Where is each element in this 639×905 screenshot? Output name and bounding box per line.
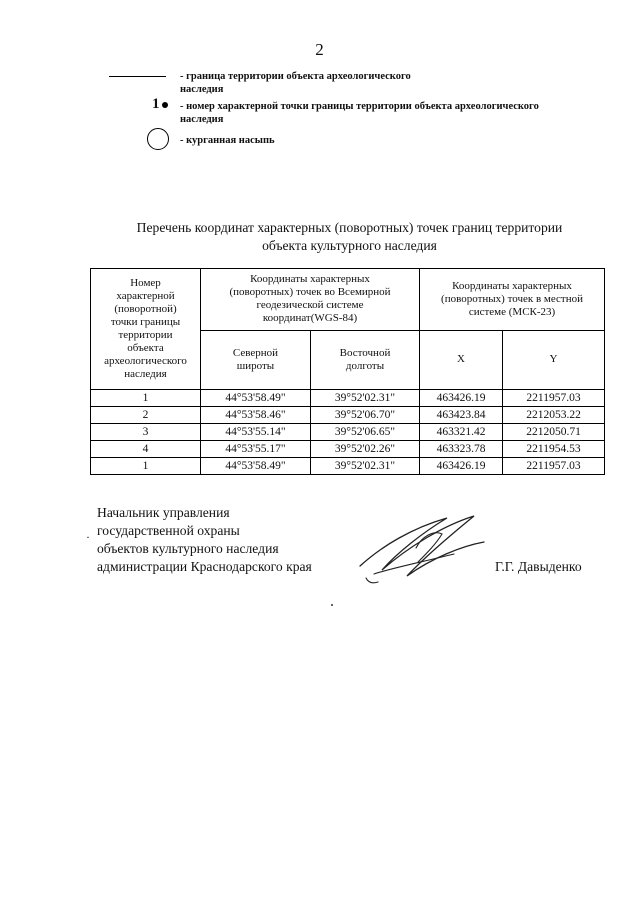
cell-longitude: 39°52'02.31" (311, 390, 420, 407)
cell-point: 3 (91, 424, 201, 441)
signer-name: Г.Г. Давыденко (495, 559, 582, 574)
point-marker-icon (162, 102, 168, 108)
table-row (91, 407, 605, 424)
coordinates-table (90, 268, 605, 475)
table-row (91, 441, 605, 458)
cell-y: 2212053.22 (503, 407, 605, 424)
signature-icon (352, 508, 492, 588)
legend-point-number: 1 (152, 96, 160, 112)
table-header-row (91, 269, 605, 331)
cell-point: 1 (91, 390, 201, 407)
subheader-x: X (420, 330, 503, 390)
cell-point: 4 (91, 441, 201, 458)
document-title (90, 219, 609, 255)
cell-x: 463426.19 (420, 458, 503, 475)
subheader-y: Y (503, 330, 605, 390)
cell-y: 2212050.71 (503, 424, 605, 441)
table-row (91, 424, 605, 441)
cell-longitude: 39°52'06.65" (311, 424, 420, 441)
legend-point-label: - номер характерной точки границы территории объекта археологического наследия (180, 101, 539, 125)
page-number: 2 (315, 40, 324, 59)
subheader-north-latitude: Северной широты (201, 330, 311, 390)
cell-latitude: 44°53'55.17" (201, 441, 311, 458)
signatory-position: Начальник управления государственной охраны объектов культурного наследия администрации Краснодарского края (97, 505, 312, 574)
boundary-line-icon (109, 76, 166, 77)
subheader-east-longitude: Восточной долготы (311, 330, 420, 390)
title-line-2: объекта культурного наследия (262, 238, 437, 253)
cell-x: 463321.42 (420, 424, 503, 441)
cell-point: 2 (91, 407, 201, 424)
cell-y: 2211957.03 (503, 390, 605, 407)
cell-longitude: 39°52'02.31" (311, 458, 420, 475)
legend-mound-label: - курганная насыпь (180, 135, 275, 146)
cell-point: 1 (91, 458, 201, 475)
cell-y: 2211957.03 (503, 458, 605, 475)
cell-longitude: 39°52'06.70" (311, 407, 420, 424)
header-point-number: Номер характерной (поворотной) точки границы территории объекта археологического наследия (91, 269, 201, 390)
margin-mark: · (86, 530, 90, 544)
header-wgs84: Координаты характерных (поворотных) точек во Всемирной геодезической системе координат(WGS-84) (201, 269, 420, 331)
cell-x: 463426.19 (420, 390, 503, 407)
table-row (91, 458, 605, 475)
circle-outline-icon (147, 128, 169, 150)
header-msk23: Координаты характерных (поворотных) точек в местной системе (МСК-23) (420, 269, 605, 331)
table-row (91, 390, 605, 407)
cell-latitude: 44°53'58.49" (201, 458, 311, 475)
cell-latitude: 44°53'55.14" (201, 424, 311, 441)
cell-latitude: 44°53'58.49" (201, 390, 311, 407)
cell-longitude: 39°52'02.26" (311, 441, 420, 458)
cell-y: 2211954.53 (503, 441, 605, 458)
stray-mark (331, 604, 333, 606)
legend-boundary-label: - граница территории объекта археологического наследия (180, 71, 411, 95)
cell-x: 463423.84 (420, 407, 503, 424)
cell-latitude: 44°53'58.46" (201, 407, 311, 424)
cell-x: 463323.78 (420, 441, 503, 458)
title-line-1: Перечень координат характерных (поворотных) точек границ территории (136, 220, 563, 235)
